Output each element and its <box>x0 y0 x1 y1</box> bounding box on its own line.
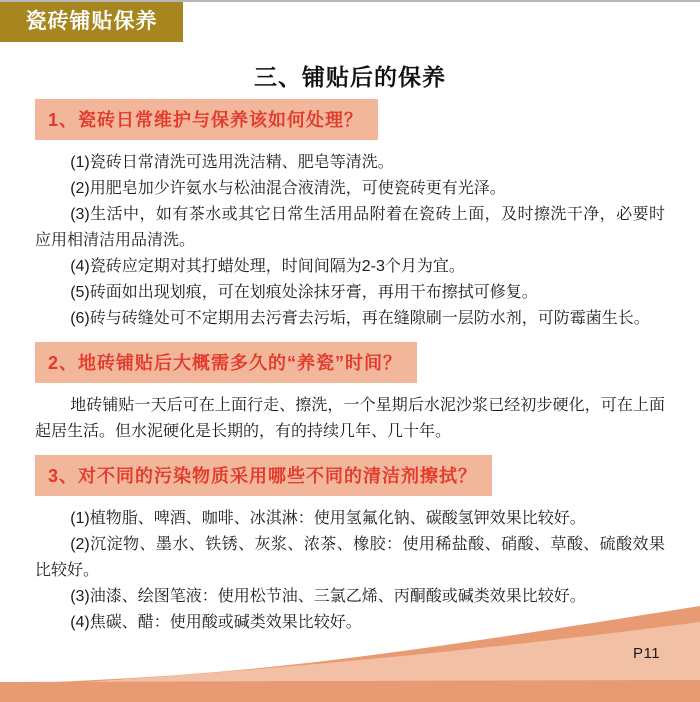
section-heading-1: 1、瓷砖日常维护与保养该如何处理？ <box>35 99 378 140</box>
list-item: (1)植物脂、啤酒、咖啡、冰淇淋：使用氢氟化钠、碳酸氢钾效果比较好。 <box>70 510 586 527</box>
header-badge: 瓷砖铺贴保养 <box>0 2 183 42</box>
list-item: (1)瓷砖日常清洗可选用洗洁精、肥皂等清洗。 <box>70 154 394 171</box>
section-daily-care <box>35 92 665 332</box>
content-area <box>35 92 665 636</box>
list-item: (3)油漆、绘图笔液：使用松节油、三氯乙烯、丙酮酸或碱类效果比较好。 <box>70 588 586 605</box>
list-item: (3)生活中，如有茶水或其它日常生活用品附着在瓷砖上面，及时擦洗干净，必要时应用相清洁用品清洗。 <box>35 206 665 249</box>
list-item: (6)砖与砖缝处可不定期用去污膏去污垢，再在缝隙刷一层防水剂，可防霉菌生长。 <box>70 310 650 327</box>
section-body-1 <box>35 150 665 332</box>
section-curing-time <box>35 332 665 445</box>
list-item: (4)瓷砖应定期对其打蜡处理，时间间隔为2-3个月为宜。 <box>70 258 465 275</box>
list-item: (4)焦碳、醋：使用酸或碱类效果比较好。 <box>70 614 362 631</box>
section-heading-2: 2、地砖铺贴后大概需多久的“养瓷”时间？ <box>35 342 417 383</box>
page-number: P11 <box>633 645 661 662</box>
list-item: (2)沉淀物、墨水、铁锈、灰浆、浓茶、橡胶：使用稀盐酸、硝酸、草酸、硫酸效果比较好。 <box>35 536 665 579</box>
footer-wave-decoration <box>0 606 700 702</box>
section-heading-3: 3、对不同的污染物质采用哪些不同的清洁剂擦拭？ <box>35 455 492 496</box>
list-item: (5)砖面如出现划痕，可在划痕处涂抹牙膏，再用干布擦拭可修复。 <box>70 284 538 301</box>
page-title: 三、铺贴后的保养 <box>254 64 446 90</box>
section-body-2 <box>35 393 665 445</box>
list-item: 地砖铺贴一天后可在上面行走、擦洗，一个星期后水泥沙浆已经初步硬化，可在上面起居生活。但水泥硬化是长期的，有的持续几年、几十年。 <box>35 397 665 440</box>
footer-strip-dark-icon <box>0 680 700 702</box>
list-item: (2)用肥皂加少许氨水与松油混合液清洗，可使瓷砖更有光泽。 <box>70 180 506 197</box>
